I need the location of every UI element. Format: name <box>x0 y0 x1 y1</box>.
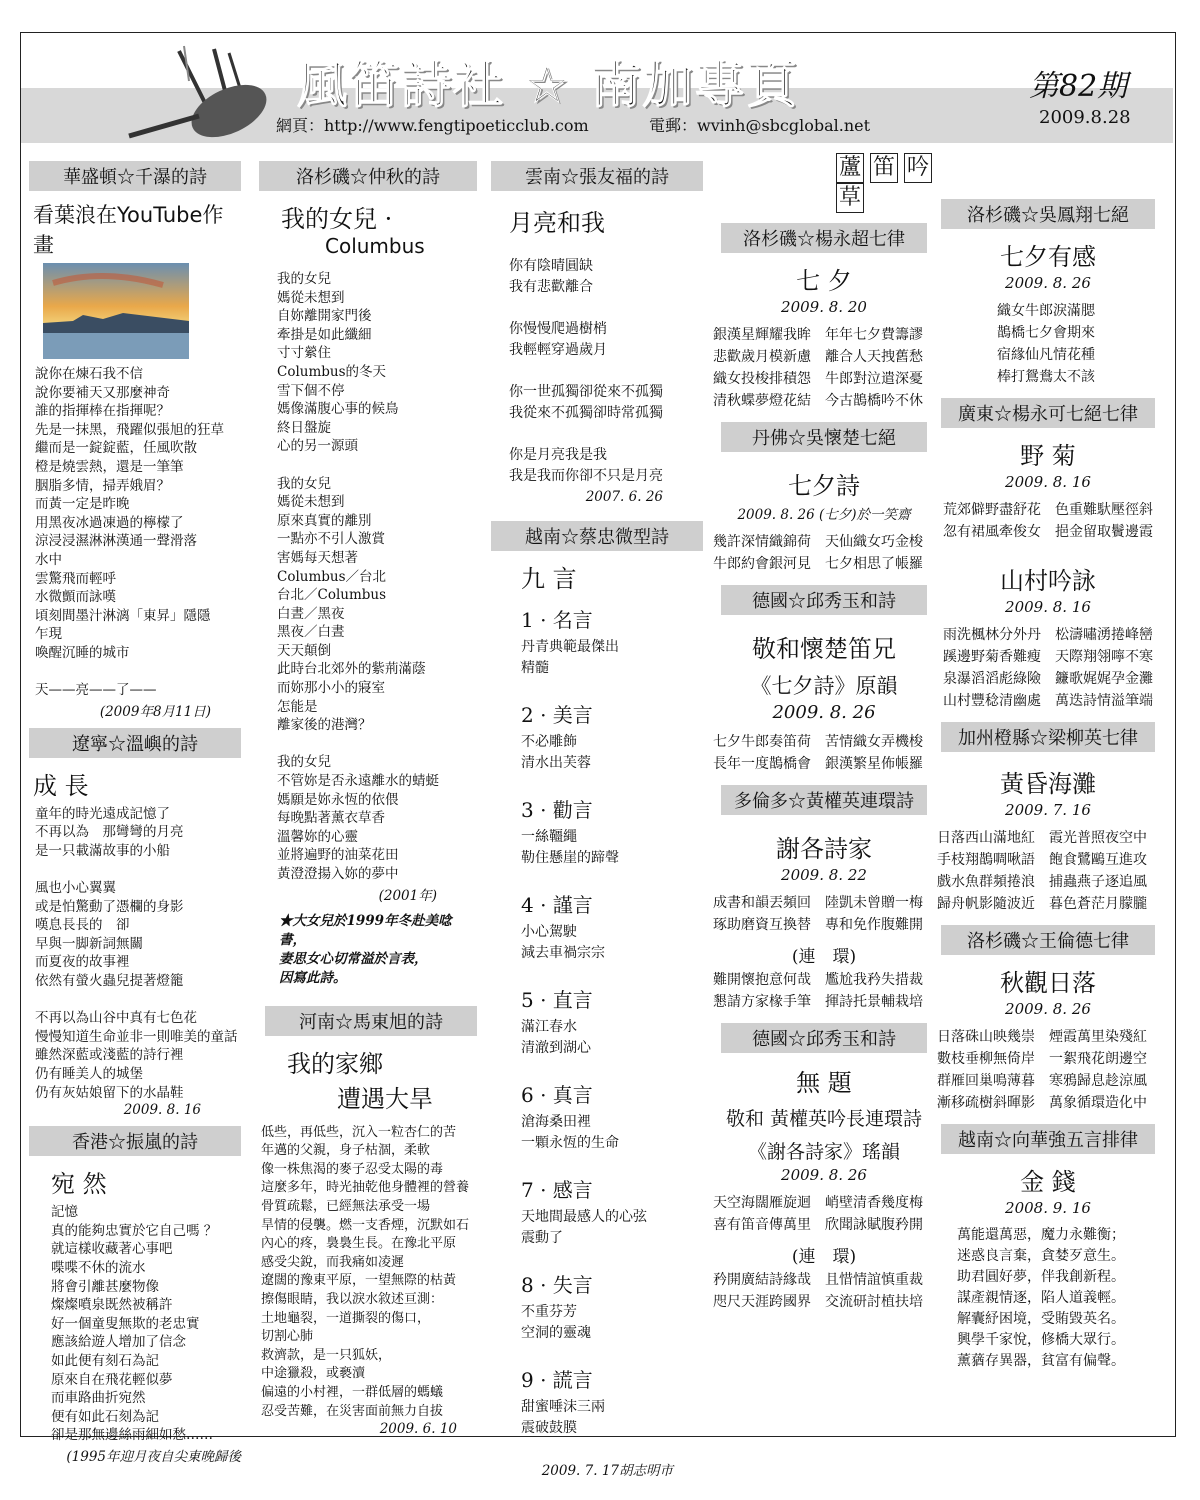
saying-line: 一絲韁繩 <box>521 829 577 845</box>
poem-title: 謝各詩家 <box>776 835 872 863</box>
poem-title: 成 長 <box>33 771 89 800</box>
poem-body: 幾許深情織錦荷 天仙織女巧金梭 牛郎約會銀河見 七夕相思了帳羅 <box>713 534 923 572</box>
saying-heading: 7 · 感言 <box>521 1178 593 1202</box>
sunset-painting-image <box>43 263 189 359</box>
poem-title: 七夕有感 <box>1000 243 1096 271</box>
section-header: 越南☆向華強五言排律 <box>941 1124 1155 1154</box>
poem-body: 我的女兒 媽從未想到 自妳離開家門後 牽掛是如此纖細 寸寸縈住 Columbus的冬天 雪下個不停 媽像滿腹心事的候鳥 終日盤旋 心的另一源頭 我的女兒 媽從未想到 原來真實的離別 一點亦不引人激賞 害媽每天想著 Columbus／台北 台北／Columbus 白晝／黑夜 黑夜／白晝 天天顛倒 此時台北郊外的紫荊滿蔭 而妳那小小的寢室 怎能是 離家後的港灣？ 我的女兒 不管妳是否永遠離水的蜻蜓 媽願是妳永恆的依偎 每晚點著薰衣草香 溫馨妳的心靈 並將遍野的油菜花田 黃澄澄揚入妳的夢中 <box>277 271 439 882</box>
poem-title: 金 錢 <box>1020 1168 1076 1196</box>
poem-body: 說你在煉石我不信 說你要補天又那麼神奇 誰的指揮棒在指揮呢？ 先是一抹黑，飛躍似張旭的狂草 繼而是一錠錠藍，任風吹散 橙是燒雲熱，還是一筆筆 胭脂多情，掃弄娥眉？ 而黃一定是昨晚 用黑夜冰過凍過的檸檬了 涼浸浸濕淋淋漢通一聲滑落 水中 雲驚飛而輕呼 水微顫而詠嘆 頃刻間墨汁淋漓「東昇」隱隱 乍現 喚醒沉睡的城市 天——亮——了—— <box>35 366 224 699</box>
section-header: 越南☆蔡忠微型詩 <box>491 521 703 551</box>
saying-item <box>521 1174 703 1249</box>
poem-body: 童年的時光遠成記憶了 不再以為 那彎彎的月亮 是一只載滿故事的小船 風也小心翼翼 或是怕驚動了憑欄的身影 嘆息長長的 卻 早與一脚新詞無關 而夏夜的故事裡 依然有螢火蟲兒提著燈籠 不再以為山谷中真有七色花 慢慢知道生命並非一則唯美的童話 雖然深藍或淺藍的詩行裡 仍有睡美人的城堡 仍有灰姑娘留下的水晶鞋 <box>35 805 238 1101</box>
poem-date: 2009. 8. 26 <box>781 1166 867 1184</box>
poem-title-line-2: Columbus <box>325 234 425 258</box>
section-header: 洛杉磯☆吳鳳翔七絕 <box>941 199 1155 229</box>
section-header: 洛杉磯☆楊永超七律 <box>721 223 927 253</box>
title-box: 草 <box>836 183 864 213</box>
saying-heading: 5 · 直言 <box>521 988 593 1012</box>
saying-heading: 2 · 美言 <box>521 703 593 727</box>
issue-date: 2009.8.28 <box>1039 107 1131 128</box>
saying-line: 不重芬芳 <box>521 1304 577 1320</box>
linked-verse-label: (連 環) <box>791 947 857 967</box>
saying-line: 空洞的靈魂 <box>521 1325 591 1341</box>
saying-line: 天地間最感人的心弦 <box>521 1209 647 1225</box>
poem-date: (1995年迎月夜自尖東晚歸後 <box>66 1448 241 1465</box>
section-header: 雲南☆張友福的詩 <box>491 161 703 191</box>
poem-date: 2009. 8. 22 <box>781 866 867 884</box>
poem-title: 黃昏海灘 <box>1000 770 1096 798</box>
section-header: 洛杉磯☆仲秋的詩 <box>259 161 477 191</box>
saying-item <box>521 889 703 964</box>
poem-title: 宛 然 <box>51 1170 107 1199</box>
saying-heading: 8 · 失言 <box>521 1273 593 1297</box>
poem-date: 2009. 8. 20 <box>781 298 867 316</box>
issue-number: 第82期 <box>1029 69 1128 104</box>
saying-item <box>521 604 703 679</box>
poem-date: 2009. 7. 17胡志明市 <box>541 1463 673 1479</box>
column-4 <box>713 155 935 1313</box>
saying-heading: 1 · 名言 <box>521 608 593 632</box>
poem-body: 記憶 真的能夠忠實於它自己嗎 ？ 就這樣收藏著心事吧 喋喋不休的流水 將會引離甚麼物像 燦燦噴泉既然被稱許 好一個童叟無欺的老忠實 應該給遊人增加了信念 如此便有刻石為記 原來自在飛花輕似夢 而車路曲折宛然 便有如此石刻為記 卻是那無邊絲雨細如愁…… <box>51 1204 218 1444</box>
poem-date: 2009. 8. 26 <box>772 702 876 723</box>
poem-body: 萬能還萬惡，魔力永難衡； 迷惑良言棄，貪婪歹意生。 助君圓好夢，伴我創新程。 謀產親情逐，陷人道義輕。 解囊紓困境，受賄毀英名。 興學千家悅，修橋大眾行。 薰蕕存異器，貧富有偏聲。 <box>957 1227 1125 1369</box>
poem-title: 看葉浪在YouTube作畫 <box>33 203 224 257</box>
poem-body: 成書和韻丟頻回 陸凱未曾贈一梅 琢助磨資互換替 專和免作腹難開 <box>713 895 923 933</box>
poem-title: 秋觀日落 <box>1000 969 1096 997</box>
poem-title: 無 題 <box>796 1069 852 1097</box>
section-header: 河南☆馬東旭的詩 <box>265 1006 477 1036</box>
section-header: 丹佛☆吳懷楚七絕 <box>721 422 927 452</box>
saying-line: 精髓 <box>521 660 549 676</box>
poem-title: 七 夕 <box>796 267 852 295</box>
column-1 <box>29 161 241 1465</box>
column-2 <box>259 161 477 1437</box>
poem-title: 我的家鄉 <box>287 1049 383 1078</box>
saying-line: 一顆永恆的生命 <box>521 1135 619 1151</box>
poem-body: 銀漢星輝耀我眸 年年七夕費籌謬 悲歡歲月模新慮 離合人天拽舊愁 織女投梭排積怨 牛郎對泣遣深憂 清秋蝶夢燈花結 今古鵲橋吟不休 <box>713 327 923 409</box>
saying-line: 滿江春水 <box>521 1019 577 1035</box>
poem-date: (2009年8月11日) <box>99 703 211 720</box>
section-header: 廣東☆楊永可七絕七律 <box>941 398 1155 428</box>
poem-subtitle: 《七夕詩》原韻 <box>750 674 898 698</box>
masthead-title: 風笛詩社 ☆ 南加專頁 <box>297 56 799 114</box>
poem-body: 織女牛郎淚滿腮 鵲橋七夕會期來 宿緣仙凡情花種 棒打鴛鴦太不該 <box>997 303 1095 385</box>
saying-item <box>521 984 703 1059</box>
poem-date: 2009. 8. 16 <box>123 1102 201 1119</box>
section-header: 遼寧☆溫嶼的詩 <box>29 728 241 758</box>
masthead-email: 電郵：wvinh@sbcglobal.net <box>649 116 871 135</box>
poem-title: 敬和懷楚笛兄 <box>752 635 896 663</box>
column-3 <box>491 161 703 1479</box>
saying-item <box>521 1079 703 1154</box>
saying-line: 清水出芙蓉 <box>521 755 591 771</box>
poem-date: 2008. 9. 16 <box>1005 1199 1091 1217</box>
saying-line: 甜蜜唾沫三兩 <box>521 1399 605 1415</box>
poem-date: 2009. 6. 10 <box>379 1421 457 1438</box>
poem-date: 2009. 8. 26 <box>1005 1000 1091 1018</box>
saying-line: 小心駕駛 <box>521 924 577 940</box>
saying-line: 勒住懸崖的蹄聲 <box>521 850 619 866</box>
poem-note: ★大女兒於1999年冬赴美唸書， 妻思女心切常溢於言表， 因寫此詩。 <box>279 912 452 986</box>
poem-body: 雨洗楓林分外丹 松濤嘯湧捲峰巒 蹊邊野菊香難瘦 天際翔翎嚀不寒 泉瀑滔滔彪綠險 鐮歌娓娓孕金灘 山村豐稔清幽處 萬迭詩情溢筆端 <box>943 627 1153 709</box>
poem-body: 日落硃山映幾崇 煙霞萬里染殘紅 數枝垂柳無倚岸 一絮飛花朗邊空 群雁回巢鳴薄暮 寒鴉歸息趁涼風 漸移疏樹斜暉影 萬象循環造化中 <box>937 1029 1147 1111</box>
title-box: 蘆 <box>836 153 864 183</box>
saying-line: 減去車禍宗宗 <box>521 945 605 961</box>
poem-date: 2009. 7. 16 <box>1005 801 1091 819</box>
poem-title: 山村吟詠 <box>1000 567 1096 595</box>
poem-date: 2009. 8. 16 <box>1005 473 1091 491</box>
saying-item <box>521 794 703 869</box>
title-box: 笛 <box>870 153 898 183</box>
saying-line: 不必雕飾 <box>521 734 577 750</box>
poem-date: 2009. 8. 26 (七夕)於一笑齋 <box>737 507 911 523</box>
section-header: 加州橙縣☆梁柳英七律 <box>941 722 1155 752</box>
section-header: 洛杉磯☆王倫德七律 <box>941 925 1155 955</box>
poem-subtitle: 敬和 黃權英吟長連環詩 <box>725 1108 923 1130</box>
section-header: 香港☆振嵐的詩 <box>29 1126 241 1156</box>
poem-body: 天空海闊雁旋迴 峭壁清香幾度梅 喜有笛音傳萬里 欣聞詠賦腹矜開 <box>713 1195 923 1233</box>
nine-sayings-list <box>491 604 703 1439</box>
poem-body: 荒郊僻野盡舒花 色重難馱壓徑斜 忽有裙風牽俊女 挹金留取鬢邊霞 <box>943 502 1153 540</box>
poem-date: (2001年) <box>378 887 437 904</box>
poem-body: 你有陰晴圓缺 我有悲歡離合 你慢慢爬過樹梢 我輕輕穿過歲月 你一世孤獨卻從來不孤獨 我從來不孤獨卻時常孤獨 你是月亮我是我 我是我而你卻不只是月亮 <box>509 258 663 484</box>
saying-heading: 6 · 真言 <box>521 1083 593 1107</box>
saying-line: 震破鼓膜 <box>521 1420 577 1436</box>
saying-heading: 4 · 謹言 <box>521 893 593 917</box>
poem-body: 難開懷抱意何哉 尷尬我矜失措裁 懇請方家椽手筆 揮詩托景輔栽培 <box>713 972 923 1010</box>
poem-title: 野 菊 <box>1020 442 1076 470</box>
section-header: 德國☆邱秀玉和詩 <box>721 585 927 615</box>
poem-subtitle-line-2: 《謝各詩家》瑤韻 <box>747 1141 900 1163</box>
poem-body: 低些，再低些，沉入一粒杏仁的苦 年邁的父親，身子枯涸，柔軟 像一株焦渴的麥子忍受太陽的毒 這麼多年，時光抽乾他身體裡的營養 骨質疏鬆，已經無法承受一場 旱情的侵襲。燃一支香煙，沉默如石 內心的疼，裊裊生長。在豫北平原 感受尖銳，而我痛如凌遲 遼闊的豫東平原，一望無際的枯黃 擦傷眼睛，我以淚水敘述亘測： 土地龜裂，一道撕裂的傷口， 切割心肺 救濟款，是一只狐妖， 中途獵殺，或褻瀆 偏遠的小村裡，一群低層的螞蟻 忍受苦難，在災害面前無力自拔 <box>261 1124 470 1419</box>
saying-heading: 9 · 謊言 <box>521 1368 593 1392</box>
poem-body: 矜開廣結詩緣哉 且惜情誼慎重裁 咫尺天涯跨國界 交流研討植扶培 <box>713 1272 923 1310</box>
poem-date: 2007. 6. 26 <box>585 489 663 505</box>
saying-item <box>521 699 703 774</box>
poem-title: 九 言 <box>521 565 577 593</box>
poem-date: 2009. 8. 26 <box>1005 274 1091 292</box>
poem-date: 2009. 8. 16 <box>1005 598 1091 616</box>
poem-title-line-2: 遭遇大旱 <box>337 1084 433 1113</box>
title-box: 吟 <box>904 153 932 183</box>
saying-item <box>521 1269 703 1344</box>
lu-di-yin-cao-title <box>833 153 935 213</box>
column-5 <box>937 161 1159 1372</box>
section-header: 多倫多☆黃權英連環詩 <box>721 785 927 815</box>
poem-title: 我的女兒 · <box>281 205 393 233</box>
poem-title: 月亮和我 <box>509 209 605 237</box>
bagpipe-logo-icon <box>29 41 269 141</box>
saying-heading: 3 · 勸言 <box>521 798 593 822</box>
saying-line: 丹青典範最傑出 <box>521 639 619 655</box>
newsletter-page <box>20 32 1176 1479</box>
linked-verse-label: (連 環) <box>791 1247 857 1267</box>
poem-body: 日落西山滿地紅 霞光普照夜空中 手枝翔鵲啁啾語 飽食鷺鷗互進攻 戲水魚群頻捲浪 捕蟲燕子逐追風 歸舟帆影隨波近 暮色蒼茫月朦朧 <box>937 830 1147 912</box>
saying-line: 滄海桑田裡 <box>521 1114 591 1130</box>
poem-title: 七夕詩 <box>788 472 860 500</box>
saying-line: 震動了 <box>521 1230 563 1246</box>
section-header: 德國☆邱秀玉和詩 <box>721 1023 927 1053</box>
saying-line: 清澈到湖心 <box>521 1040 591 1056</box>
saying-item <box>521 1364 703 1439</box>
masthead-website: 網頁：http://www.fengtipoeticclub.com <box>276 116 589 135</box>
section-header: 華盛頓☆千瀑的詩 <box>29 161 241 191</box>
poem-body: 七夕牛郎奏笛荷 苦情織女弄機梭 長年一度鵲橋會 銀漢繁星佈帳羅 <box>713 734 923 772</box>
